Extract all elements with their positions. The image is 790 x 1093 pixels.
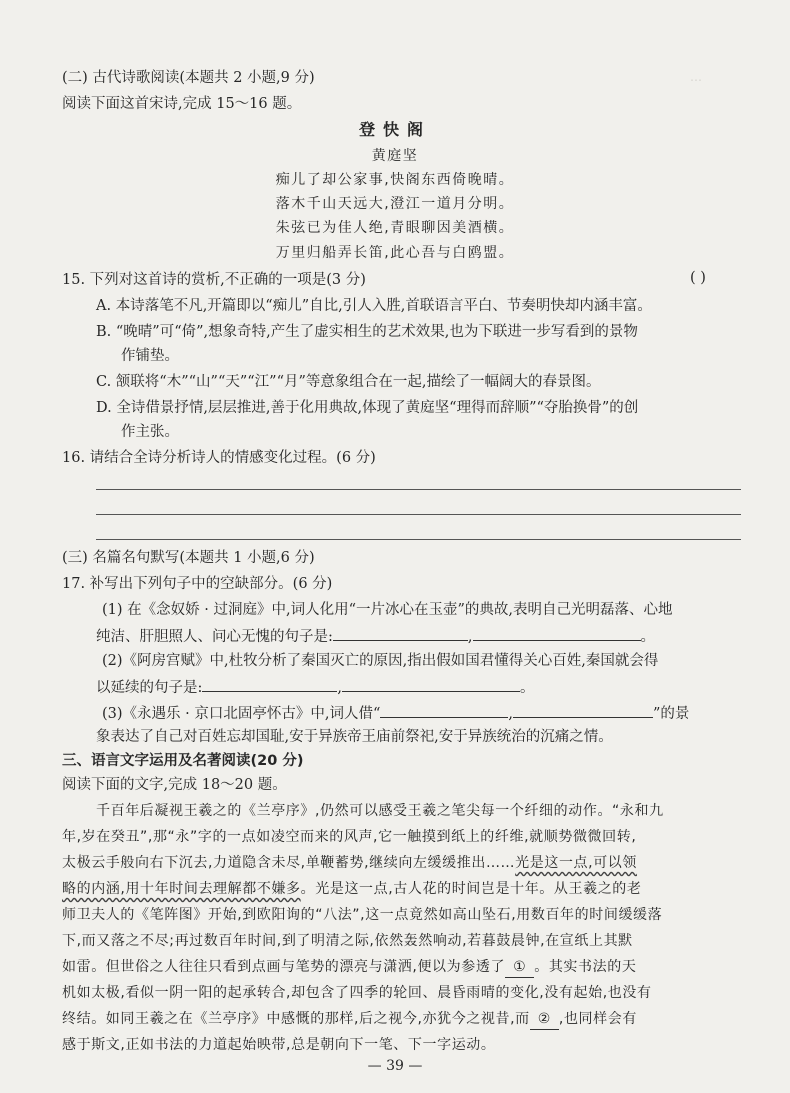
option-d-continued: 作主张。 <box>121 424 179 440</box>
option-b-continued: 作铺垫。 <box>121 348 179 364</box>
option-d: D. 全诗借景抒情,层层推进,善于化用典故,体现了黄庭坚“理得而辞顺”“夺胎换骨”的创 <box>96 400 639 416</box>
q17-item-3: (3)《永遇乐 · 京口北固亭怀古》中,词人借“ , ”的景 <box>102 702 689 724</box>
q17-item-2-continued: 以延续的句子是: , 。 <box>96 676 535 698</box>
passage-line: 机如太极,看似一阴一阳的起承转合,却包含了四季的轮回、晨昏雨晴的变化,没有起始,也没有 <box>62 985 652 1001</box>
option-b: B. “晚晴”可“倚”,想象奇特,产生了虚实相生的艺术效果,也为下联进一步写看到的景物 <box>96 324 638 340</box>
part-3-intro: 阅读下面的文字,完成 18～20 题。 <box>62 777 287 793</box>
option-c: C. 颔联将“木”“山”“天”“江”“月”等意象组合在一起,描绘了一幅阔大的春景图。 <box>96 374 601 390</box>
question-17-stem: 17. 补写出下列句子中的空缺部分。(6 分) <box>62 576 333 592</box>
fill-blank[interactable] <box>342 676 520 692</box>
section-3-header: (三) 名篇名句默写(本题共 1 小题,6 分) <box>62 550 315 566</box>
passage-line: 千百年后凝视王羲之的《兰亭序》,仍然可以感受王羲之笔尖每一个纤细的动作。“永和九 <box>96 803 664 819</box>
poem-author: 黄庭坚 <box>371 148 419 164</box>
fill-blank[interactable] <box>202 676 337 692</box>
passage-line: 太极云手般向右下沉去,力道隐含未尽,单鞭蓄势,继续向左缓缓推出……光是这一点,可以领 <box>62 855 638 871</box>
answer-line[interactable] <box>96 489 741 490</box>
wavy-underlined-text: 略的内涵,用十年时间去理解都不嫌多 <box>62 881 301 897</box>
section-2-intro: 阅读下面这首宋诗,完成 15～16 题。 <box>62 96 302 112</box>
poem-line: 痴儿了却公家事,快阁东西倚晚晴。 <box>275 172 515 188</box>
passage-line: 如雷。但世俗之人往往只看到点画与笔势的漂亮与潇洒,便以为参透了 ① 。其实书法的天 <box>62 957 636 978</box>
poem-line: 落木千山天远大,澄江一道月分明。 <box>275 196 515 212</box>
question-16-stem: 16. 请结合全诗分析诗人的情感变化过程。(6 分) <box>62 450 376 466</box>
blank-1[interactable]: ① <box>505 957 534 978</box>
poem-title: 登快阁 <box>358 120 431 139</box>
q17-item-3-continued: 象表达了自己对百姓忘却国耻,安于异族帝王庙前祭祀,安于异族统治的沉痛之情。 <box>96 729 613 745</box>
wavy-underlined-text: 光是这一点,可以领 <box>515 855 638 871</box>
part-3-header: 三、语言文字运用及名著阅读(20 分) <box>62 753 304 769</box>
answer-bracket[interactable]: ( ) <box>690 270 706 286</box>
fill-blank[interactable] <box>513 702 653 718</box>
q17-item-2: (2)《阿房宫赋》中,杜牧分析了秦国灭亡的原因,指出假如国君懂得关心百姓,秦国就会得 <box>102 653 659 669</box>
option-a: A. 本诗落笔不凡,开篇即以“痴儿”自比,引人入胜,首联语言平白、节奏明快却内涵丰富。 <box>96 298 652 314</box>
fill-blank[interactable] <box>333 625 468 641</box>
question-15-stem: 15. 下列对这首诗的赏析,不正确的一项是(3 分) <box>62 272 366 288</box>
answer-line[interactable] <box>96 514 741 515</box>
passage-line: 终结。如同王羲之在《兰亭序》中感慨的那样,后之视今,亦犹今之视昔,而 ② ,也同样会有 <box>62 1009 637 1030</box>
passage-line: 略的内涵,用十年时间去理解都不嫌多。光是这一点,古人花的时间岂是十年。从王羲之的老 <box>62 881 642 897</box>
passage-line: 年,岁在癸丑”,那“永”字的一点如凌空而来的风声,它一触摸到纸上的纤维,就顺势微微回转, <box>62 829 637 845</box>
blank-2[interactable]: ② <box>530 1009 559 1030</box>
bleed-through-text: … <box>690 70 702 84</box>
answer-line[interactable] <box>96 539 741 540</box>
section-2-header: (二) 古代诗歌阅读(本题共 2 小题,9 分) <box>62 70 315 86</box>
passage-line: 感于斯文,正如书法的力道起始映带,总是朝向下一笔、下一字运动。 <box>62 1037 496 1053</box>
page-number: — 39 — <box>367 1058 423 1074</box>
passage-line: 下,而又落之不尽;再过数百年时间,到了明清之际,依然轰然响动,若暮鼓晨钟,在宣纸上其默 <box>62 933 633 949</box>
fill-blank[interactable] <box>473 625 641 641</box>
q17-item-1: (1) 在《念奴娇 · 过洞庭》中,词人化用“一片冰心在玉壶”的典故,表明自己光明磊落、心地 <box>102 602 673 618</box>
poem-line: 朱弦已为佳人绝,青眼聊因美酒横。 <box>275 220 515 236</box>
poem-line: 万里归船弄长笛,此心吾与白鸥盟。 <box>275 245 515 261</box>
passage-line: 师卫夫人的《笔阵图》开始,到欧阳询的“八法”,这一点竟然如高山坠石,用数百年的时间缓缓落 <box>62 907 663 923</box>
fill-blank[interactable] <box>380 702 508 718</box>
q17-item-1-continued: 纯洁、肝胆照人、问心无愧的句子是: , 。 <box>96 625 655 647</box>
